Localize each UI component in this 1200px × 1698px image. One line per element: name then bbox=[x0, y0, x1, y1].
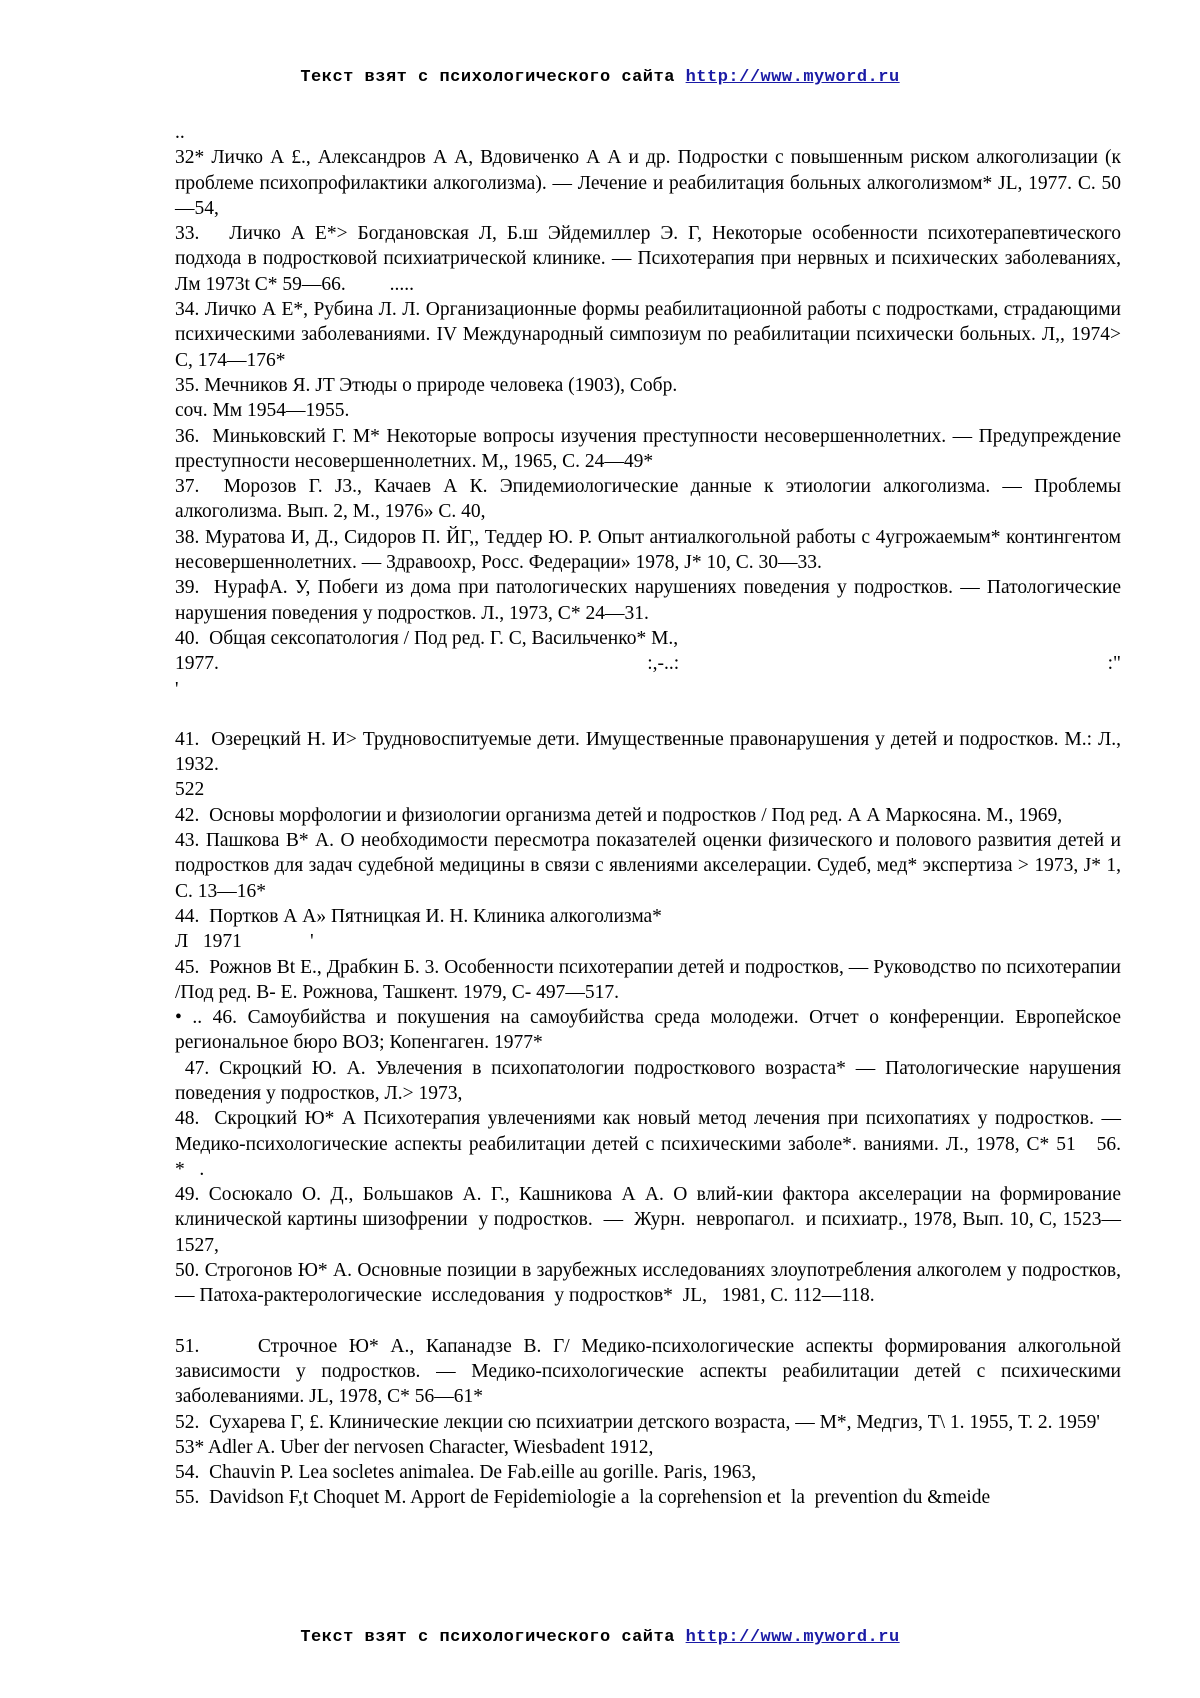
blank-line bbox=[175, 702, 1121, 727]
entry-e55: 55. Davidson F,t Choquet M. Apport de Fepidemiologie a la coprehension et la prevention du &meide bbox=[175, 1485, 1121, 1510]
header-text: Текст взят с психологического сайта bbox=[300, 68, 685, 87]
entry-dots: .. bbox=[175, 120, 1121, 145]
entry-tick1: ' bbox=[175, 677, 1121, 702]
entry-e36: 36. Миньковский Г. М* Некоторые вопросы изучения преступности несовершеннолетних. — Предупреждение преступности несовершеннолетних. М,, 1965, С. 24—49* bbox=[175, 424, 1121, 475]
entry-e32: 32* Личко А £., Александров А А, Вдовиченко А А и др. Подростки с повышенным риском алкоголизации (к проблеме психопрофилактики алкоголизма). — Лечение и реабилитация больных алкоголизмом* JL, 1977. С. 50—54, bbox=[175, 145, 1121, 221]
entry-pg522: 522 bbox=[175, 777, 1121, 802]
page-header bbox=[0, 68, 1200, 87]
page-footer bbox=[0, 1628, 1200, 1647]
entry-e47: 47. Скроцкий Ю. А. Увлечения в психопатологии подросткового возраста* — Патологические нарушения поведения у подростков, Л.> 1973, bbox=[175, 1056, 1121, 1107]
entry-e46: • .. 46. Самоубийства и покушения на самоубийства среда молодежи. Отчет о конференции. Европейское региональное бюро ВОЗ; Копенгаген. 1977* bbox=[175, 1005, 1121, 1056]
blank-line bbox=[175, 1309, 1121, 1334]
entry-e37: 37. Морозов Г. J3., Качаев А К. Эпидемиологические данные к этиологии алкоголизма. — Проблемы алкоголизма. Вып. 2, М., 1976» С. 40, bbox=[175, 474, 1121, 525]
entry-e41: 41. Озерецкий Н. И> Трудновоспитуемые дети. Имущественные правонарушения у детей и подростков. М.: Л., 1932. bbox=[175, 727, 1121, 778]
entry-e34: 34. Личко А Е*, Рубина Л. Л. Организационные формы реабилитационной работы с подростками, страдающими психическими заболеваниями. IV Международный симпозиум по реабилитации психически больных. Л,, 1974> С, 174—176* bbox=[175, 297, 1121, 373]
entry-e52: 52. Сухарева Г, £. Клинические лекции сю психиатрии детского возраста, — М*, Медгиз, Т\ 1. 1955, Т. 2. 1959' bbox=[175, 1410, 1121, 1435]
entry-e45: 45. Рожнов Bt Е., Драбкин Б. 3. Особенности психотерапии детей и подростков, — Руководство по психотерапии /Под ред. В- Е. Рожнова, Ташкент. 1979, С- 497—517. bbox=[175, 955, 1121, 1006]
entry-e42: 42. Основы морфологии и физиологии организма детей и подростков / Под ред. А А Маркосяна. М., 1969, bbox=[175, 803, 1121, 828]
entry-e51: 51. Строчное Ю* А., Капанадзе В. Г/ Медико-психологические аспекты формирования алкогольной зависимости у подростков. — Медико-психологические аспекты реабилитации детей с психическими заболеваниями. JL, 1978, С* 56—61* bbox=[175, 1334, 1121, 1410]
entry-fragment: :" bbox=[1108, 651, 1121, 676]
entry-e39: 39. НурафА. У, Побеги из дома при патологических нарушениях поведения у подростков. — Патологические нарушения поведения у подростков. Л., 1973, С* 24—31. bbox=[175, 575, 1121, 626]
entry-e40b bbox=[175, 651, 1121, 676]
entry-e48: 48. Скроцкий Ю* А Психотерапия увлечениями как новый метод лечения при психопатиях у подростков. — Медико-психологические аспекты реабилитации детей с психическими заболе*. ваниями. Л., 1978, С* 51 56. * . bbox=[175, 1106, 1121, 1182]
entry-e44b: Л 1971 ' bbox=[175, 929, 1121, 954]
entry-e53: 53* Adler A. Uber der nervosen Character, Wiesbadent 1912, bbox=[175, 1435, 1121, 1460]
entry-e49: 49. Сосюкало О. Д., Большаков А. Г., Кашникова А А. О влий-кии фактора акселерации на формирование клинической картины шизофрении у подростков. — Журн. невропагол. и психиатр., 1978, Вып. 10, С, 1523—1527, bbox=[175, 1182, 1121, 1258]
entry-fragment: 1977. bbox=[175, 651, 219, 676]
entry-e50: 50. Строгонов Ю* А. Основные позиции в зарубежных исследованиях злоупотребления алкоголем у подростков, — Патоха-рактерологические исследования у подростков* JL, 1981, С. 112—118. bbox=[175, 1258, 1121, 1309]
entry-e38: 38. Муратова И, Д., Сидоров П. ЙГ,, Теддер Ю. Р. Опыт антиалкогольной работы с 4угрожаемым* контингентом несовершеннолетних. — Здравоохр, Росс. Федерации» 1978, J* 10, С. 30—33. bbox=[175, 525, 1121, 576]
entry-e35a: 35. Мечников Я. JT Этюды о природе человека (1903), Собр. bbox=[175, 373, 1121, 398]
entry-e44: 44. Портков А А» Пятницкая И. Н. Клиника алкоголизма* bbox=[175, 904, 1121, 929]
entry-e54: 54. Chauvin P. Lea socletes animalea. De Fab.eille au gorille. Paris, 1963, bbox=[175, 1460, 1121, 1485]
footer-text: Текст взят с психологического сайта bbox=[300, 1628, 685, 1647]
bibliography-list bbox=[175, 120, 1121, 1511]
entry-e35b: соч. Мм 1954—1955. bbox=[175, 398, 1121, 423]
entry-e40: 40. Общая сексопатология / Под ред. Г. С, Васильченко* М., bbox=[175, 626, 1121, 651]
entry-fragment: :,-..: bbox=[647, 651, 679, 676]
entry-e43: 43. Пашкова В* А. О необходимости пересмотра показателей оценки физического и полового развития детей и подростков для задач судебной медицины в связи с явлениями акселерации. Судеб, мед* экспертиза > 1973, J* 1, С. 13—16* bbox=[175, 828, 1121, 904]
header-link[interactable]: http://www.myword.ru bbox=[686, 68, 900, 87]
entry-e33: 33. Личко А Е*> Богдановская Л, Б.ш Эйдемиллер Э. Г, Некоторые особенности психотерапевтического подхода в подростковой психиатрической клинике. — Психотерапия при нервных и психических заболеваниях, Лм 1973t С* 59—66. ..... bbox=[175, 221, 1121, 297]
footer-link[interactable]: http://www.myword.ru bbox=[686, 1628, 900, 1647]
